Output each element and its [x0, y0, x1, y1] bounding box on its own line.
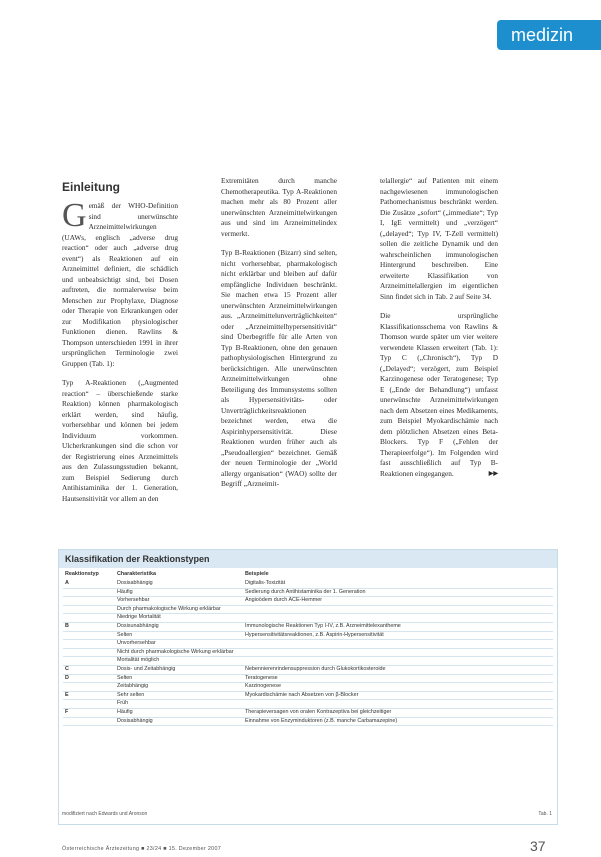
section-heading: Einleitung — [62, 180, 120, 194]
reaction-type-cell — [63, 614, 115, 623]
article-column-2 — [221, 176, 337, 499]
reaction-type-cell: C — [63, 665, 115, 674]
example-cell: Immunologische Reaktionen Typ I-IV, z.B. Arzneimittelexantheme — [243, 622, 553, 631]
table-row — [63, 665, 553, 674]
table-title: Klassifikation der Reaktionstypen — [59, 550, 557, 568]
characteristic-cell: Dosisabhängig — [115, 717, 243, 726]
table-row — [63, 640, 553, 649]
table-row — [63, 588, 553, 597]
characteristic-cell: Dosisunabhängig — [115, 622, 243, 631]
table-row — [63, 605, 553, 614]
characteristic-cell: Niedrige Mortalität — [115, 614, 243, 623]
reaction-type-cell — [63, 640, 115, 649]
journal-footer: Österreichische Ärztezeitung ■ 23/24 ■ 15. Dezember 2007 — [62, 846, 222, 852]
characteristic-cell: Sehr selten — [115, 691, 243, 700]
table-footer — [62, 811, 556, 817]
example-cell — [243, 648, 553, 657]
characteristic-cell: Zeitabhängig — [115, 683, 243, 692]
reaction-type-cell — [63, 605, 115, 614]
example-cell: Digitalis-Toxizität — [243, 580, 553, 588]
reaction-type-cell: D — [63, 674, 115, 683]
table-row — [63, 674, 553, 683]
example-cell: Nebennierenrindensuppression durch Glukokortikosteroide — [243, 665, 553, 674]
characteristic-cell: Vorhersehbar — [115, 597, 243, 606]
paragraph: Typ B-Reaktionen (Bizarr) sind selten, nicht vorhersehbar, pharmakologisch nicht erklärbar und bleiben auf dafür empfängliche Individuen beschränkt. Sie machen etwa 15 Prozent aller unerwünschten Arzneimittelwirkungen aus. „Arzneimittelunverträglichkeiten“ oder „Arzneimittelhypersensitivität“ sind Überbegriffe für alle Arten von Typ B-Reaktionen, ohne den genauen pathophysiologischen Hintergrund zu berücksichtigen. Alle unerwünschten Arzneimittelwirkungen ohne Beteiligung des Immunsystems sollten als Hypersensitivitäts- oder Unverträglichkeitsreaktionen bezeichnet werden, etwa die Aspirinhypersensitivität. Diese Reaktionen wurden früher auch als „Pseudoallergien“ bezeichnet. Gemäß der neuen Terminologie der „World allergy organisation“ (WAO) sollte der Begriff „Arzneimit- — [221, 248, 337, 488]
paragraph — [62, 197, 178, 369]
characteristic-cell: Früh — [115, 700, 243, 709]
example-cell: Einnahme von Enzyminduktoren (z.B. manche Carbamazepine) — [243, 717, 553, 726]
paragraph: Typ A-Reaktionen („Augmented reaction“ – überschießende starke Reaktion) können pharmakologisch erklärt werden, sind häufig, vorhersehbar und können bei jedem Individuum vorkommen. Ulcherkrankungen sind die schon vor der Registrierung eines Arzneimittels aus den Zulassungsstudien bekannt, zum Beispiel Sedierung durch Antihistaminika der 1. Generation, Hautsensitivität vor allem an den — [62, 378, 178, 503]
example-cell: Myokardischämie nach Absetzen von β-Blocker — [243, 691, 553, 700]
reaction-type-cell — [63, 657, 115, 666]
reaction-type-cell — [63, 683, 115, 692]
table-row — [63, 700, 553, 709]
example-cell: Karzinogenese — [243, 683, 553, 692]
table-body — [63, 580, 553, 726]
example-cell — [243, 614, 553, 623]
characteristic-cell: Dosisabhängig — [115, 580, 243, 588]
characteristic-cell: Mortalität möglich — [115, 657, 243, 666]
paragraph: Extremitäten durch manche Chemotherapeutika. Typ A-Reaktionen machen mehr als 80 Prozent aller unerwünschten Arzneimittelwirkungen aus und sind im Arzneimittelindex vermerkt. — [221, 176, 337, 238]
table-label: Tab. 1 — [538, 811, 552, 817]
table-row — [63, 614, 553, 623]
characteristic-cell: Durch pharmakologische Wirkung erklärbar — [115, 605, 243, 614]
reaction-type-cell: E — [63, 691, 115, 700]
article-column-1 — [62, 197, 178, 513]
column-header: Reaktionstyp — [65, 571, 99, 577]
table-row — [63, 657, 553, 666]
table-row — [63, 708, 553, 717]
table-header-row — [63, 568, 553, 580]
section-badge: medizin — [497, 20, 601, 50]
example-cell: Hypersensitivitätsreaktionen, z.B. Aspirin-Hypersensitivität — [243, 631, 553, 640]
reaction-type-cell: A — [63, 580, 115, 588]
end-mark-icon: ▶▶ — [488, 470, 498, 477]
reaction-type-cell — [63, 648, 115, 657]
reaction-type-cell: B — [63, 622, 115, 631]
table-row — [63, 580, 553, 588]
example-cell: Sedierung durch Antihistaminika der 1. Generation — [243, 588, 553, 597]
reaction-type-cell — [63, 717, 115, 726]
characteristic-cell: Häufig — [115, 708, 243, 717]
characteristic-cell: Dosis- und Zeitabhängig — [115, 665, 243, 674]
characteristic-cell: Nicht durch pharmakologische Wirkung erklärbar — [115, 648, 243, 657]
classification-table-box — [58, 549, 558, 825]
reaction-type-cell — [63, 597, 115, 606]
table-row — [63, 597, 553, 606]
characteristic-cell: Häufig — [115, 588, 243, 597]
paragraph — [380, 311, 498, 479]
reaction-type-cell — [63, 631, 115, 640]
paragraph-text: emäß der WHO-Definition sind unerwünschte Arzneimittelwirkungen (UAWs, englisch „adverse drug reaction“ oder auch „adverse drug event“) als Reaktionen auf ein Arzneimittel definiert, die schädlich und unbeabsichtigt sind, bei Dosen auftreten, die normalerweise beim Menschen zur Prophylaxe, Diagnose oder Therapie von Erkrankungen oder zur Modifikation physiologischer Funktionen dienen. Rawlins & Thompson unterschieden 1991 in ihrer ursprünglichen Terminologie zwei Gruppen (Tab. 1): — [62, 201, 178, 368]
page-number: 37 — [530, 838, 546, 854]
characteristic-cell: Unvorhersehbar — [115, 640, 243, 649]
table-row — [63, 717, 553, 726]
table-row — [63, 631, 553, 640]
table-row — [63, 622, 553, 631]
paragraph: telallergie“ auf Patienten mit einem nachgewiesenen immunologischen Pathomechanismus beschränkt werden. Die Zusätze „sofort“ („immediate“; Typ I, IgE vermittelt) und „verzögert“ („delayed“; Typ IV, T-Zell vermittelt) sollen die zeitliche Dynamik und den wahrscheinlichen immunologischen Hintergrund beschreiben. Eine erweiterte Klassifikation von Arzneimittelallergien im eigentlichen Sinn findet sich in Tab. 2 auf Seite 34. — [380, 176, 498, 301]
classification-table — [63, 568, 553, 726]
table-row — [63, 683, 553, 692]
dropcap: G — [62, 197, 87, 234]
reaction-type-cell: F — [63, 708, 115, 717]
table-row — [63, 691, 553, 700]
example-cell: Therapieversagen von oralen Kontrazeptiva bei gleichzeitiger — [243, 708, 553, 717]
column-header: Beispiele — [245, 571, 269, 577]
example-cell: Teratogenese — [243, 674, 553, 683]
reaction-type-cell — [63, 588, 115, 597]
example-cell — [243, 657, 553, 666]
example-cell — [243, 700, 553, 709]
paragraph-text: Die ursprüngliche Klassifikationsschema von Rawlins & Thomson wurde später um vier weitere verwendete Klassen erweitert (Tab. 1): Typ C („Chronisch“), Typ D („Delayed“; verzögert, zum Beispiel Karzinogenese oder Teratogenese; Typ E („Ende der Behandlung“) umfasst unerwünschte Arzneimittelwirkungen nach dem Absetzen eines Medikaments, zum Beispiel Myokardischämie nach dem plötzlichen Absetzen eines Beta-Blockers. Typ F („Fehlen der Therapieerfolge“). Im Folgenden wird fast ausschließlich auf Typ B-Reaktionen eingegangen. — [380, 311, 498, 478]
example-cell — [243, 640, 553, 649]
example-cell: Angioödem durch ACE-Hemmer — [243, 597, 553, 606]
characteristic-cell: Selten — [115, 631, 243, 640]
table-footnote: modifiziert nach Edwards und Aronson — [62, 811, 148, 817]
article-column-3 — [380, 176, 498, 488]
table-row — [63, 648, 553, 657]
reaction-type-cell — [63, 700, 115, 709]
characteristic-cell: Selten — [115, 674, 243, 683]
example-cell — [243, 605, 553, 614]
column-header: Charakteristika — [117, 571, 156, 577]
